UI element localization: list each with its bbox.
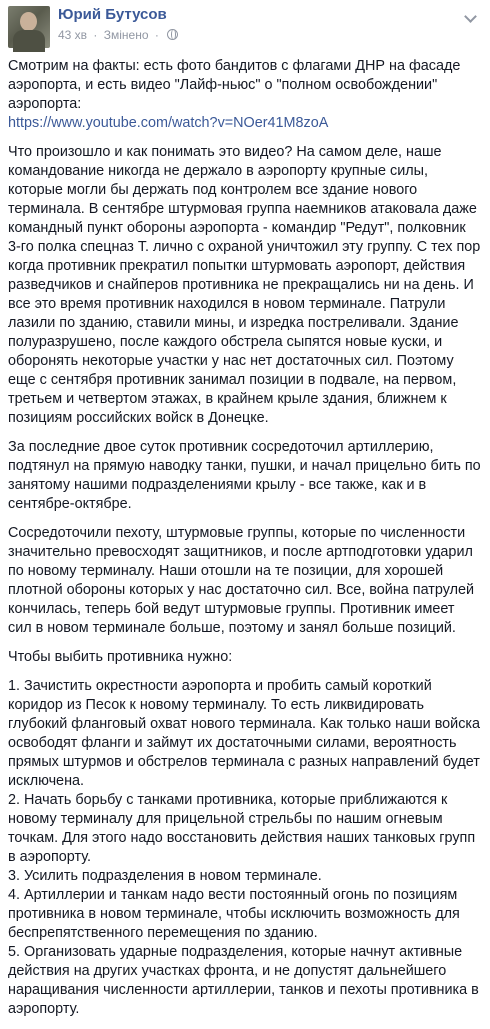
list-item: 4. Артиллерии и танкам надо вести постоянный огонь по позициям противника в новом терминале, чтобы исключить возможность для беспрепятственного перемещения по зданию. [8,887,460,941]
post-meta [58,28,181,42]
avatar-body [13,30,45,52]
paragraph-2: Что произошло и как понимать это видео? На самом деле, наше командование никогда не держало в аэропорту крупные силы, которые могли бы держать под контролем все здание нового терминала. В сентябре штурмовая группа наемников атаковала даже командный пункт обороны аэропорта - командир "Редут", полковник 3-го полка спецназ Т. лично с охраной уничтожил эту группу. С тех пор когда противник прекратил попытки штурмовать аэропорт, действия разведчиков и снайперов противника не прекращались ни на день. И все это время противник находился в новом терминале. Патрули лазили по зданию, ставили мины, и изредка постреливали. Здание полуразрушено, после каждого обстрела сыпятся новые куски, и оборонять некоторые участки у нас нет достаточных сил. Поэтому еще с сентября противник занимал позиции в подвале, на первом, третьем и четвертом этажах, в крайнем крыле здания, ближнем к позициям российских войск в Донецке. [8,144,481,426]
list-item: 5. Организовать ударные подразделения, которые начнут активные действия на других участках фронта, и не допустят дальнейшего наращивания численности артиллерии, танков и пехоты противника в аэропорту. [8,944,479,1017]
edited-label[interactable]: Змінено [103,28,149,42]
avatar-head [20,12,37,31]
chevron-down-icon[interactable] [464,12,478,26]
list-item: 3. Усилить подразделения в новом терминале. [8,868,322,884]
list-item: 1. Зачистить окрестности аэропорта и пробить самый короткий коридор из Песок к новому терминалу. То есть ликвидировать глубокий фланговый охват нового терминала. Как только наши войска освободят фланги и займут их достаточными силами, вероятность прямых штурмов и обстрелов терминала с разных направлений будет исключена. [8,678,481,789]
post-timestamp[interactable]: 43 хв [58,28,88,42]
post-body [8,57,482,1029]
numbered-list [8,677,482,1019]
meta-separator: · [93,28,98,42]
paragraph-text: Смотрим на факты: есть фото бандитов с флагами ДНР на фасаде аэропорта, и есть видео "Лайф-ньюс" о "полном освобождении" аэропорта: [8,58,461,112]
paragraph-5: Чтобы выбить противника нужно: [8,649,233,665]
youtube-link[interactable]: https://www.youtube.com/watch?v=NOer41M8zoA [8,115,329,131]
globe-icon[interactable] [167,29,178,40]
post-header [8,6,482,48]
paragraph-4: Сосредоточили пехоту, штурмовые группы, которые по численности значительно превосходят защитников, и после артподготовки ударил по новому терминалу. Наши отошли на те позиции, для хорошей плотной обороны которых у нас достаточно сил. Все, война патрулей кончилась, теперь бой ведут штурмовые группы. Противник имеет сил в новом терминале больше, поэтому и занял больше позиций. [8,525,475,636]
avatar[interactable] [8,6,50,48]
meta-separator-2: · [154,28,159,42]
paragraph-3: За последние двое суток противник сосредоточил артиллерию, подтянул на прямую наводку танки, пушки, и начал прицельно бить по занятому нашими подразделениями крылу - все также, как и в сентябре-октябре. [8,439,481,512]
author-name[interactable]: Юрий Бутусов [58,6,167,23]
paragraph-1 [8,57,482,133]
list-item: 2. Начать борьбу с танками противника, которые приближаются к новому терминалу для прицельной стрельбы по нашим огневым точкам. Для этого надо восстановить действия наших танковых групп в аэропорту. [8,792,476,865]
